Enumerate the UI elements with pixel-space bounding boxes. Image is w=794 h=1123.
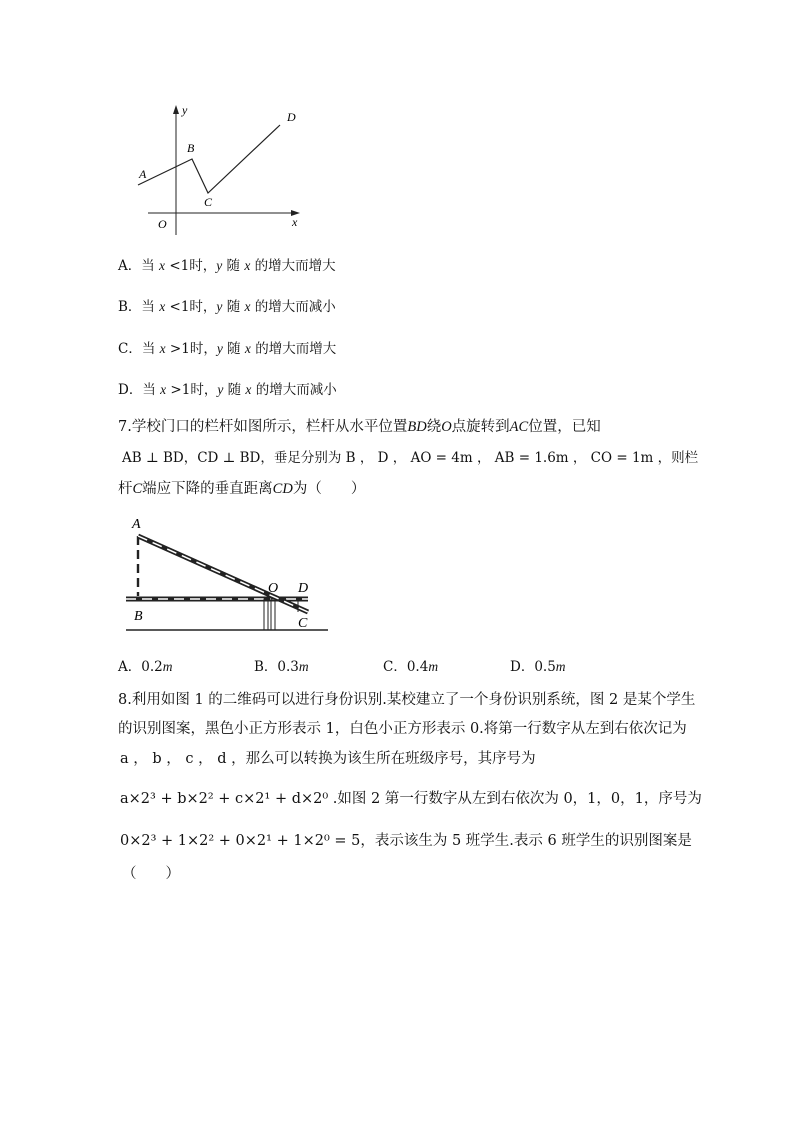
- q6-option-a[interactable]: A．当 x <1时，y 随 x 的增大而增大: [118, 258, 336, 274]
- q6-option-b[interactable]: B．当 x <1时，y 随 x 的增大而减小: [118, 299, 336, 315]
- graph-label-y: y: [182, 103, 188, 117]
- q8-line-2: 的识别图案，黑色小正方形表示 1，白色小正方形表示 0.将第一行数字从左到右依次记为: [118, 721, 687, 737]
- q8-line-3: a ， b ， c ， d ，那么可以转换为该生所在班级序号，其序号为: [120, 751, 536, 767]
- q7-line-2: AB ⊥ BD，CD ⊥ BD，垂足分别为 B ， D ， AO = 4m ， AB = 1.6m ， CO = 1m ，则栏: [122, 450, 699, 466]
- q8-line-6: （ ）: [122, 866, 180, 882]
- q8-line-5: 0×2³ + 1×2² + 0×2¹ + 1×2⁰ = 5，表示该生为 5 班学生.表示 6 班学生的识别图案是: [120, 833, 692, 849]
- q7-option-d[interactable]: D．0.5m: [510, 659, 566, 675]
- q7-option-c[interactable]: C．0.4m: [383, 659, 439, 675]
- barrier-label-d: D: [298, 581, 309, 596]
- barrier-figure: [118, 512, 340, 640]
- q7-line-3: 杆C端应下降的垂直距离CD为（ ）: [118, 481, 366, 497]
- barrier-label-a: A: [132, 517, 141, 532]
- graph-label-a: A: [139, 167, 147, 181]
- q7-option-a[interactable]: A．0.2m: [118, 659, 173, 675]
- q6-option-d[interactable]: D．当 x >1时，y 随 x 的增大而减小: [118, 382, 337, 398]
- q8-line-1: 8.利用如图 1 的二维码可以进行身份识别.某校建立了一个身份识别系统，图 2 是某个学生: [118, 692, 696, 708]
- q7-line-1: 7.学校门口的栏杆如图所示，栏杆从水平位置BD绕O点旋转到AC位置，已知: [118, 419, 601, 435]
- barrier-label-b: B: [134, 609, 143, 624]
- barrier-label-o: O: [268, 581, 279, 596]
- q8-line-4: a×2³ + b×2² + c×2¹ + d×2⁰ .如图 2 第一行数字从左到右依次为 0，1，0，1，序号为: [120, 791, 702, 807]
- graph-label-c: C: [204, 195, 213, 209]
- barrier-label-c: C: [298, 616, 308, 631]
- graph-label-d: D: [287, 110, 296, 124]
- graph-label-x: x: [292, 215, 298, 229]
- graph-label-o: O: [158, 217, 167, 231]
- graph-figure: [130, 100, 310, 240]
- q7-option-b[interactable]: B．0.3m: [254, 659, 309, 675]
- q6-option-c[interactable]: C．当 x >1时，y 随 x 的增大而增大: [118, 341, 337, 357]
- graph-label-b: B: [187, 141, 195, 155]
